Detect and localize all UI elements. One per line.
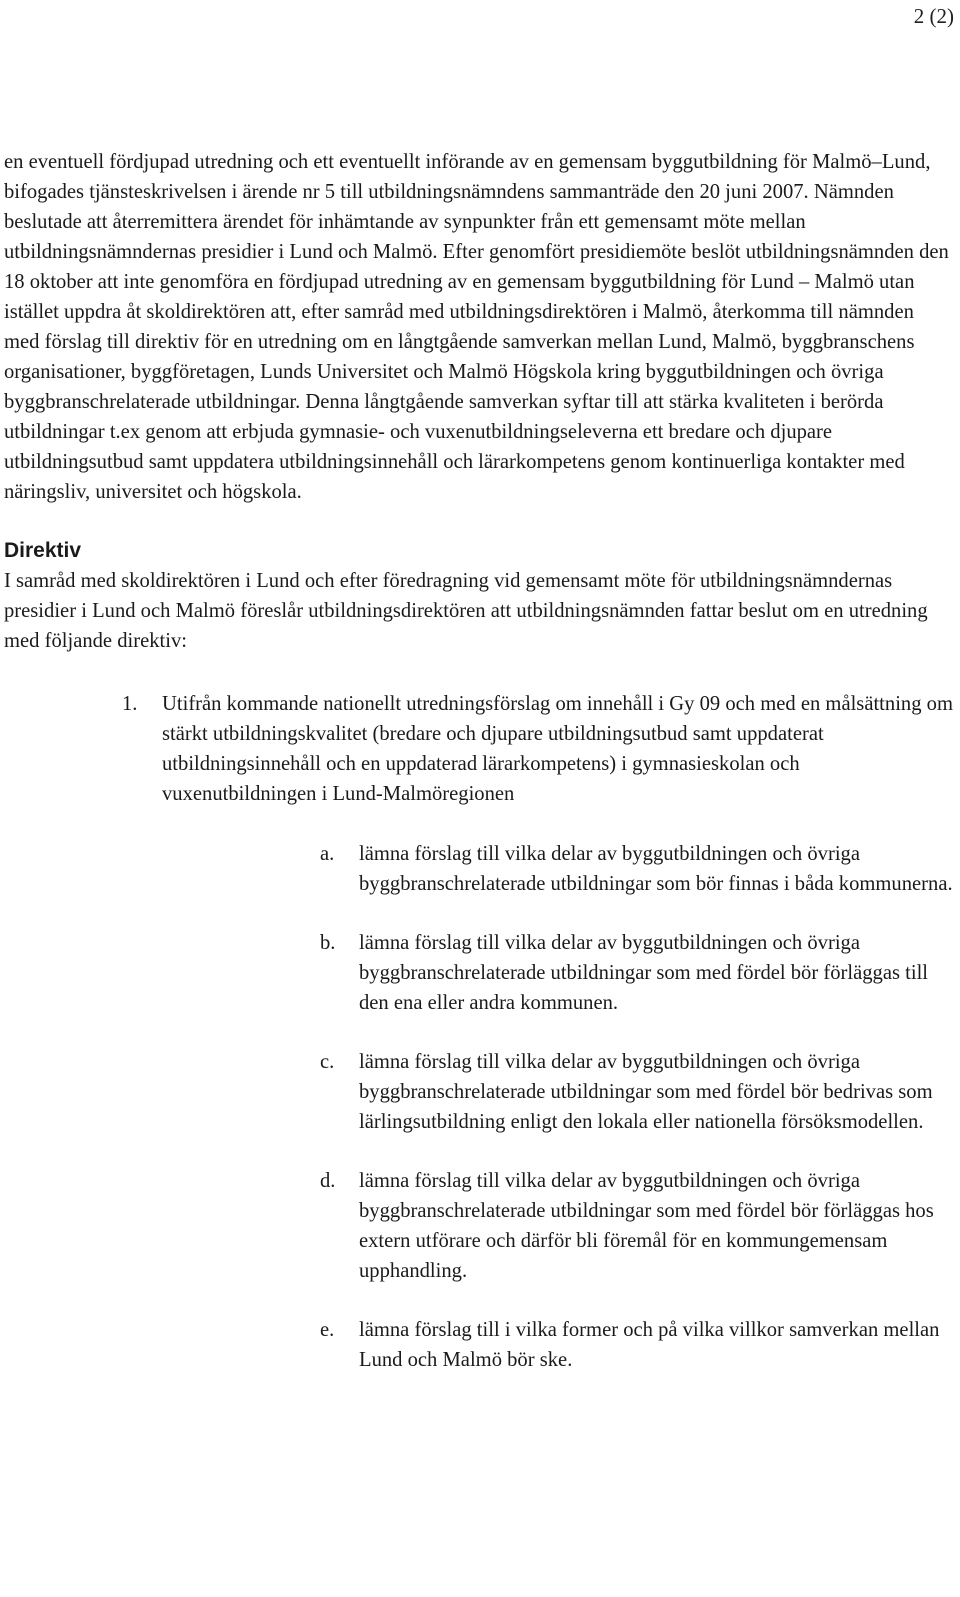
directive-item-text: Utifrån kommande nationellt utredningsförslag om innehåll i Gy 09 och med en målsättning om stärkt utbildningskvalitet (bredare och djupare utbildningsutbud samt uppdaterat utbildningsinnehåll och en uppdaterad lärarkompetens) i gymnasieskolan och vuxenutbildningen i Lund-Malmöregionen [162,693,953,805]
directive-paragraph: I samråd med skoldirektören i Lund och efter föredragning vid gemensamt möte för utbildningsnämndernas presidier i Lund och Malmö föreslår utbildningsdirektören att utbildningsnämnden fattar beslut om en utredning med följande direktiv: [4,570,928,652]
sub-item-text: lämna förslag till vilka delar av byggutbildningen och övriga byggbranschrelaterade utbildningar som med fördel bör bedrivas som lärlingsutbildning enligt den lokala eller nationella försöksmodellen. [359,1051,933,1133]
directive-item-1 [4,689,954,1375]
sub-item-text: lämna förslag till vilka delar av byggutbildningen och övriga byggbranschrelaterade utbildningar som bör finnas i båda kommunerna. [359,843,953,895]
sub-item-text: lämna förslag till i vilka former och på vilka villkor samverkan mellan Lund och Malmö bör ske. [359,1319,940,1371]
sub-marker: c. [320,1051,335,1073]
sub-item-b [162,928,954,1018]
directive-list [4,689,954,1375]
intro-paragraph: en eventuell fördjupad utredning och ett eventuellt införande av en gemensam byggutbildning för Malmö–Lund, bifogades tjänsteskrivelsen i ärende nr 5 till utbildningsnämndens sammanträde den 20 juni 2007. Nämnden beslutade att återremittera ärendet för inhämtande av synpunkter från ett gemensamt möte mellan utbildningsnämndernas presidier i Lund och Malmö. Efter genomfört presidiemöte beslöt utbildningsnämnden den 18 oktober att inte genomföra en fördjupad utredning av en gemensam byggutbildning för Lund – Malmö utan istället uppdra åt skoldirektören att, efter samråd med utbildningsdirektören i Malmö, återkomma till nämnden med förslag till direktiv för en utredning om en långtgående samverkan mellan Lund, Malmö, byggbranschens organisationer, byggföretagen, Lunds Universitet och Malmö Högskola kring byggutbildningen och övriga byggbranschrelaterade utbildningar. Denna långtgående samverkan syftar till att stärka kvaliteten i berörda utbildningar t.ex genom att erbjuda gymnasie- och vuxenutbildningseleverna ett bredare och djupare utbildningsutbud samt uppdatera utbildningsinnehåll och lärarkompetens genom kontinuerliga kontakter med näringsliv, universitet och högskola. [4,151,949,503]
sub-item-text: lämna förslag till vilka delar av byggutbildningen och övriga byggbranschrelaterade utbildningar som med fördel bör förläggas till den ena eller andra kommunen. [359,932,929,1014]
sub-item-e [162,1315,954,1375]
sub-marker: e. [320,1319,335,1341]
sub-item-d [162,1166,954,1286]
list-marker: 1. [122,693,138,715]
sub-marker: a. [320,843,335,865]
sub-list [162,839,954,1375]
sub-item-text: lämna förslag till vilka delar av byggutbildningen och övriga byggbranschrelaterade utbildningar som med fördel bör förläggas hos extern utförare och därför bli föremål för en kommungemensam upphandling. [359,1170,934,1282]
document-body [4,147,954,1375]
sub-item-a [162,839,954,899]
sub-item-c [162,1047,954,1137]
sub-marker: d. [320,1170,336,1192]
page-number: 2 (2) [913,4,954,28]
section-heading-direktiv: Direktiv [4,539,82,562]
sub-marker: b. [320,932,336,954]
